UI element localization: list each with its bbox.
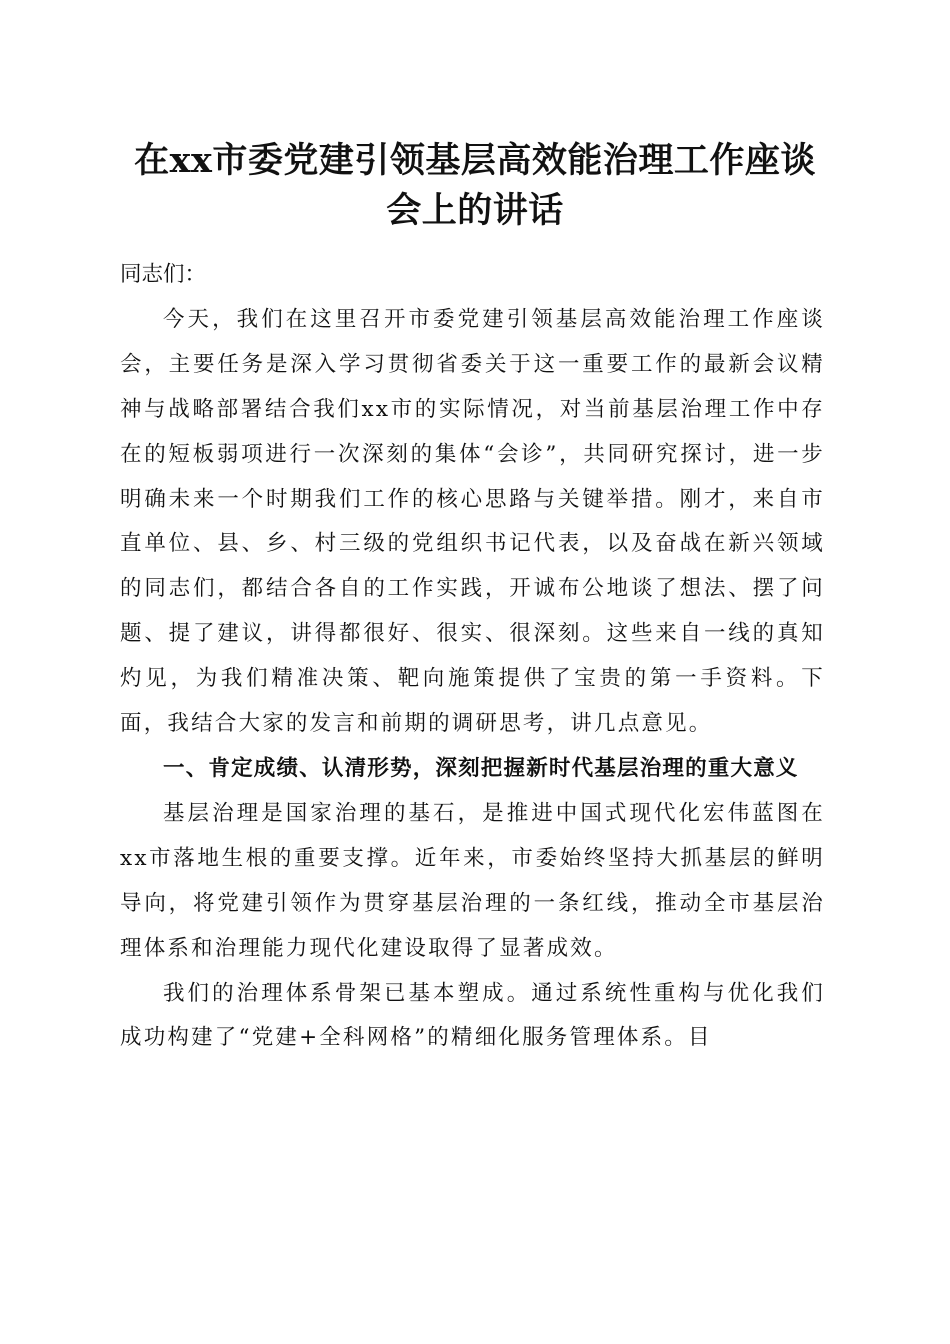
section-heading: 一、肯定成绩、认清形势，深刻把握新时代基层治理的重大意义 (163, 755, 799, 781)
title-line-1: 在xx市委党建引领基层高效能治理工作座谈 (134, 140, 816, 181)
title-line-2: 会上的讲话 (386, 190, 564, 231)
opening-paragraph: 今天，我们在这里召开市委党建引领基层高效能治理工作座谈会，主要任务是深入学习贯彻省委关于这一重要工作的最新会议精神与战略部署结合我们xx市的实际情况，对当前基层治理工作中存在的短板弱项进行一次深刻的集体“会诊”，共同研究探讨，进一步明确未来一个时期我们工作的核心思路与关键举措。刚才，来自市直单位、县、乡、村三级的党组织书记代表，以及奋战在新兴领域的同志们，都结合各自的工作实践，开诚布公地谈了想法、摆了问题、提了建议，讲得都很好、很实、很深刻。这些来自一线的真知灼见，为我们精准决策、靶向施策提供了宝贵的第一手资料。下面，我结合大家的发言和前期的调研思考，讲几点意见。 (120, 306, 825, 737)
section-paragraph: 基层治理是国家治理的基石，是推进中国式现代化宏伟蓝图在xx市落地生根的重要支撑。近年来，市委始终坚持大抓基层的鲜明导向，将党建引领作为贯穿基层治理的一条红线，推动全市基层治理体系和治理能力现代化建设取得了显著成效。 (120, 800, 825, 961)
document-title (110, 136, 840, 236)
document-body (120, 253, 825, 1061)
salutation: 同志们： (120, 262, 207, 287)
section-paragraph: 我们的治理体系骨架已基本塑成。通过系统性重构与优化我们成功构建了“党建+全科网格”的精细化服务管理体系。目 (120, 980, 825, 1051)
